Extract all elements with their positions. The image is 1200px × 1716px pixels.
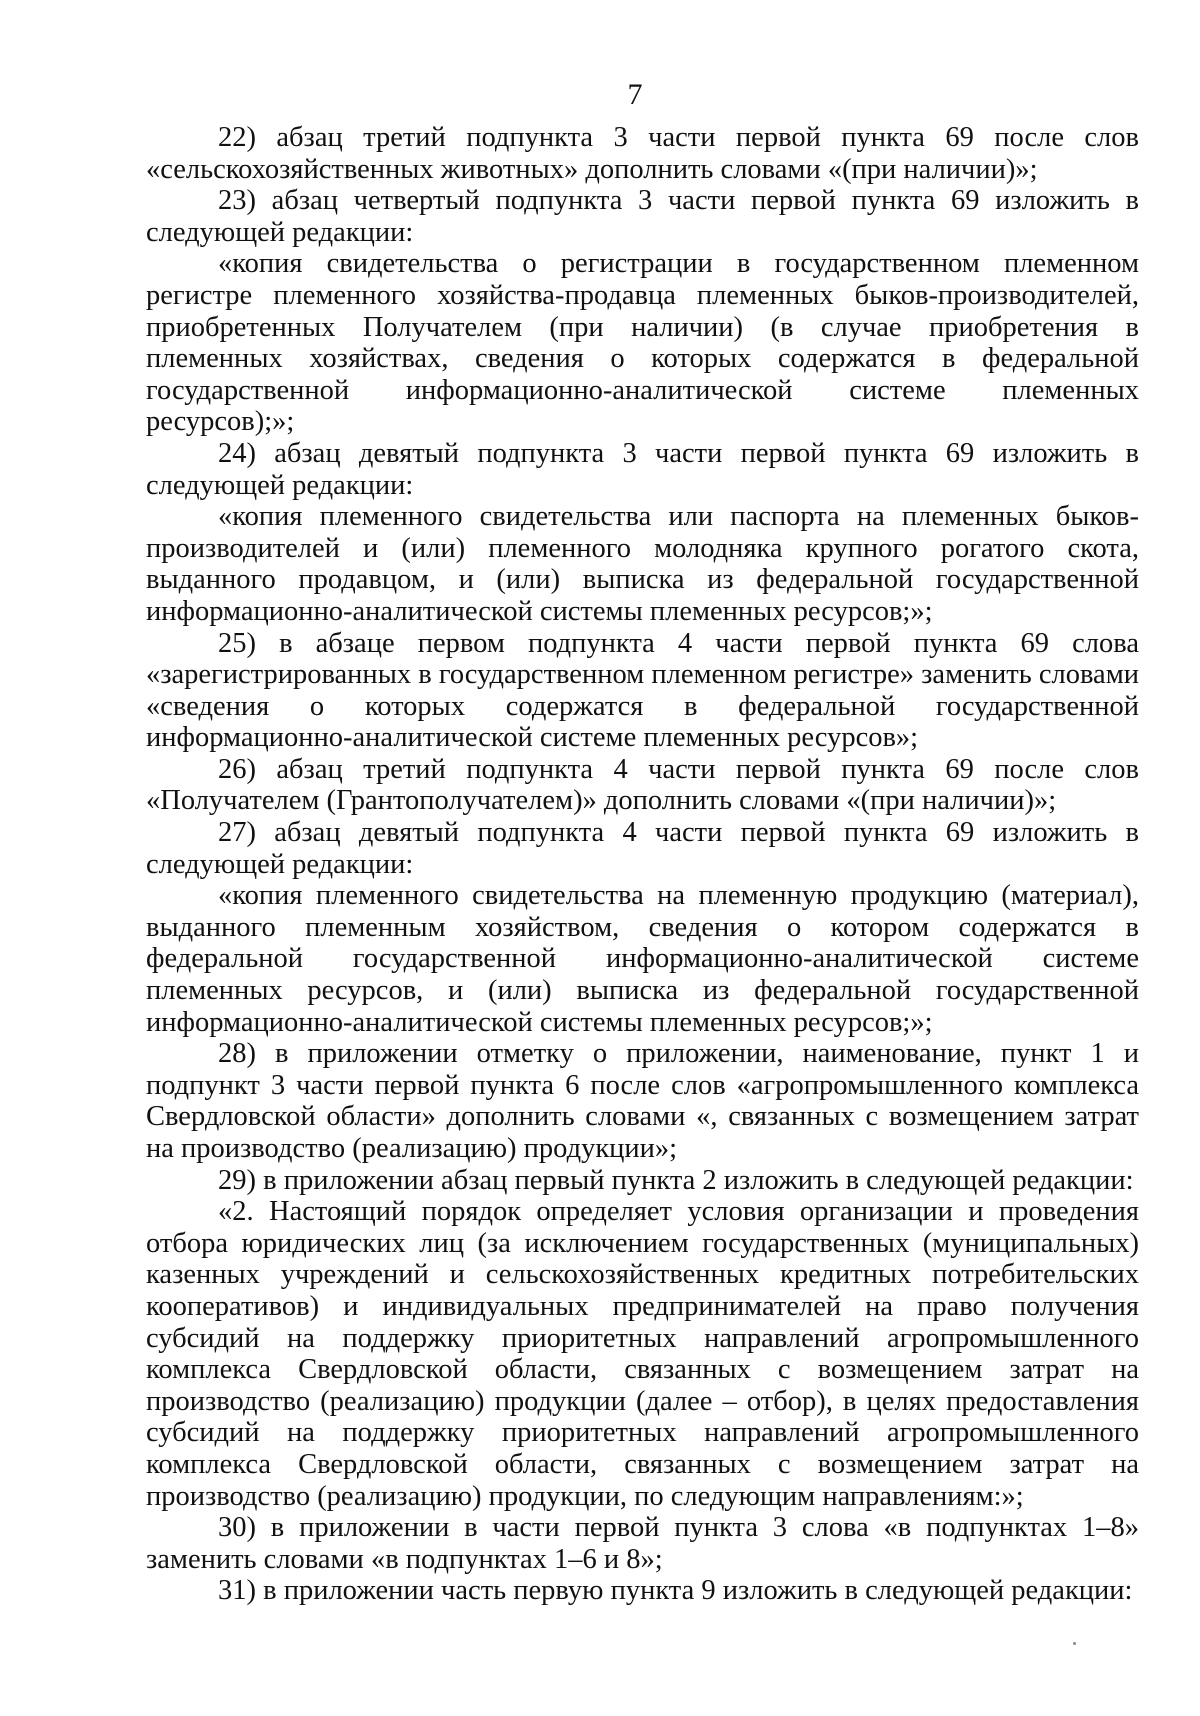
paragraph-29: 29) в приложении абзац первый пункта 2 изложить в следующей редакции:: [218, 1164, 1134, 1196]
paragraph-31: 31) в приложении часть первую пункта 9 изложить в следующей редакции:: [218, 1575, 1133, 1607]
paragraph-26: 26) абзац третий подпункта 4 части первой пункта 69 после слов «Получателем (Грантополучателем)» дополнить словами «(при наличии)»;: [146, 753, 1139, 817]
paragraph-27: 27) абзац девятый подпункта 4 части первой пункта 69 изложить в следующей редакции:: [146, 817, 1139, 880]
paragraph-28: 28) в приложении отметку о приложении, наименование, пункт 1 и подпункт 3 части первой пункта 6 после слов «агропромышленного комплекса Свердловской области» дополнить словами «, связанных с возмещением затрат на производство (реализацию) продукции»;: [146, 1038, 1139, 1164]
scan-speck: [1073, 1642, 1076, 1645]
document-body: [146, 122, 1139, 1607]
quote-24: «копия племенного свидетельства или паспорта на племенных быков-производителей и (или) племенного молодняка крупного рогатого скота, выданного продавцом, и (или) выписка из федеральной государственной информационно-аналитической системы племенных ресурсов;»;: [146, 501, 1139, 627]
page-number: 7: [627, 78, 643, 111]
paragraph-25: 25) в абзаце первом подпункта 4 части первой пункта 69 слова «зарегистрированных в государственном племенном регистре» заменить словами «сведения о которых содержатся в федеральной государственной информационно-аналитической системе племенных ресурсов»;: [146, 627, 1139, 754]
paragraph-22: 22) абзац третий подпункта 3 части первой пункта 69 после слов «сельскохозяйственных животных» дополнить словами «(при наличии)»;: [146, 122, 1139, 185]
quote-29: «2. Настоящий порядок определяет условия организации и проведения отбора юридических лиц (за исключением государственных (муниципальных) казенных учреждений и сельскохозяйственных кредитных потребительских кооперативов) и индивидуальных предпринимателей на право получения субсидий на поддержку приоритетных направлений агропромышленного комплекса Свердловской области, связанных с возмещением затрат на производство (реализацию) продукции (далее – отбор), в целях предоставления субсидий на поддержку приоритетных направлений агропромышленного комплекса Свердловской области, связанных с возмещением затрат на производство (реализацию) продукции, по следующим направлениям:»;: [146, 1196, 1139, 1512]
quote-27: «копия племенного свидетельства на племенную продукцию (материал), выданного племенным хозяйством, сведения о котором содержатся в федеральной государственной информационно-аналитической системе племенных ресурсов, и (или) выписка из федеральной государственной информационно-аналитической системы племенных ресурсов;»;: [146, 880, 1139, 1038]
quote-23: «копия свидетельства о регистрации в государственном племенном регистре племенного хозяйства-продавца племенных быков-производителей, приобретенных Получателем (при наличии) (в случае приобретения в племенных хозяйствах, сведения о которых содержатся в федеральной государственной информационно-аналитической системе племенных ресурсов);»;: [146, 248, 1139, 438]
paragraph-23: 23) абзац четвертый подпункта 3 части первой пункта 69 изложить в следующей редакции:: [146, 185, 1139, 248]
paragraph-30: 30) в приложении в части первой пункта 3 слова «в подпунктах 1–8» заменить словами «в подпунктах 1–6 и 8»;: [146, 1512, 1139, 1575]
paragraph-24: 24) абзац девятый подпункта 3 части первой пункта 69 изложить в следующей редакции:: [146, 437, 1139, 501]
